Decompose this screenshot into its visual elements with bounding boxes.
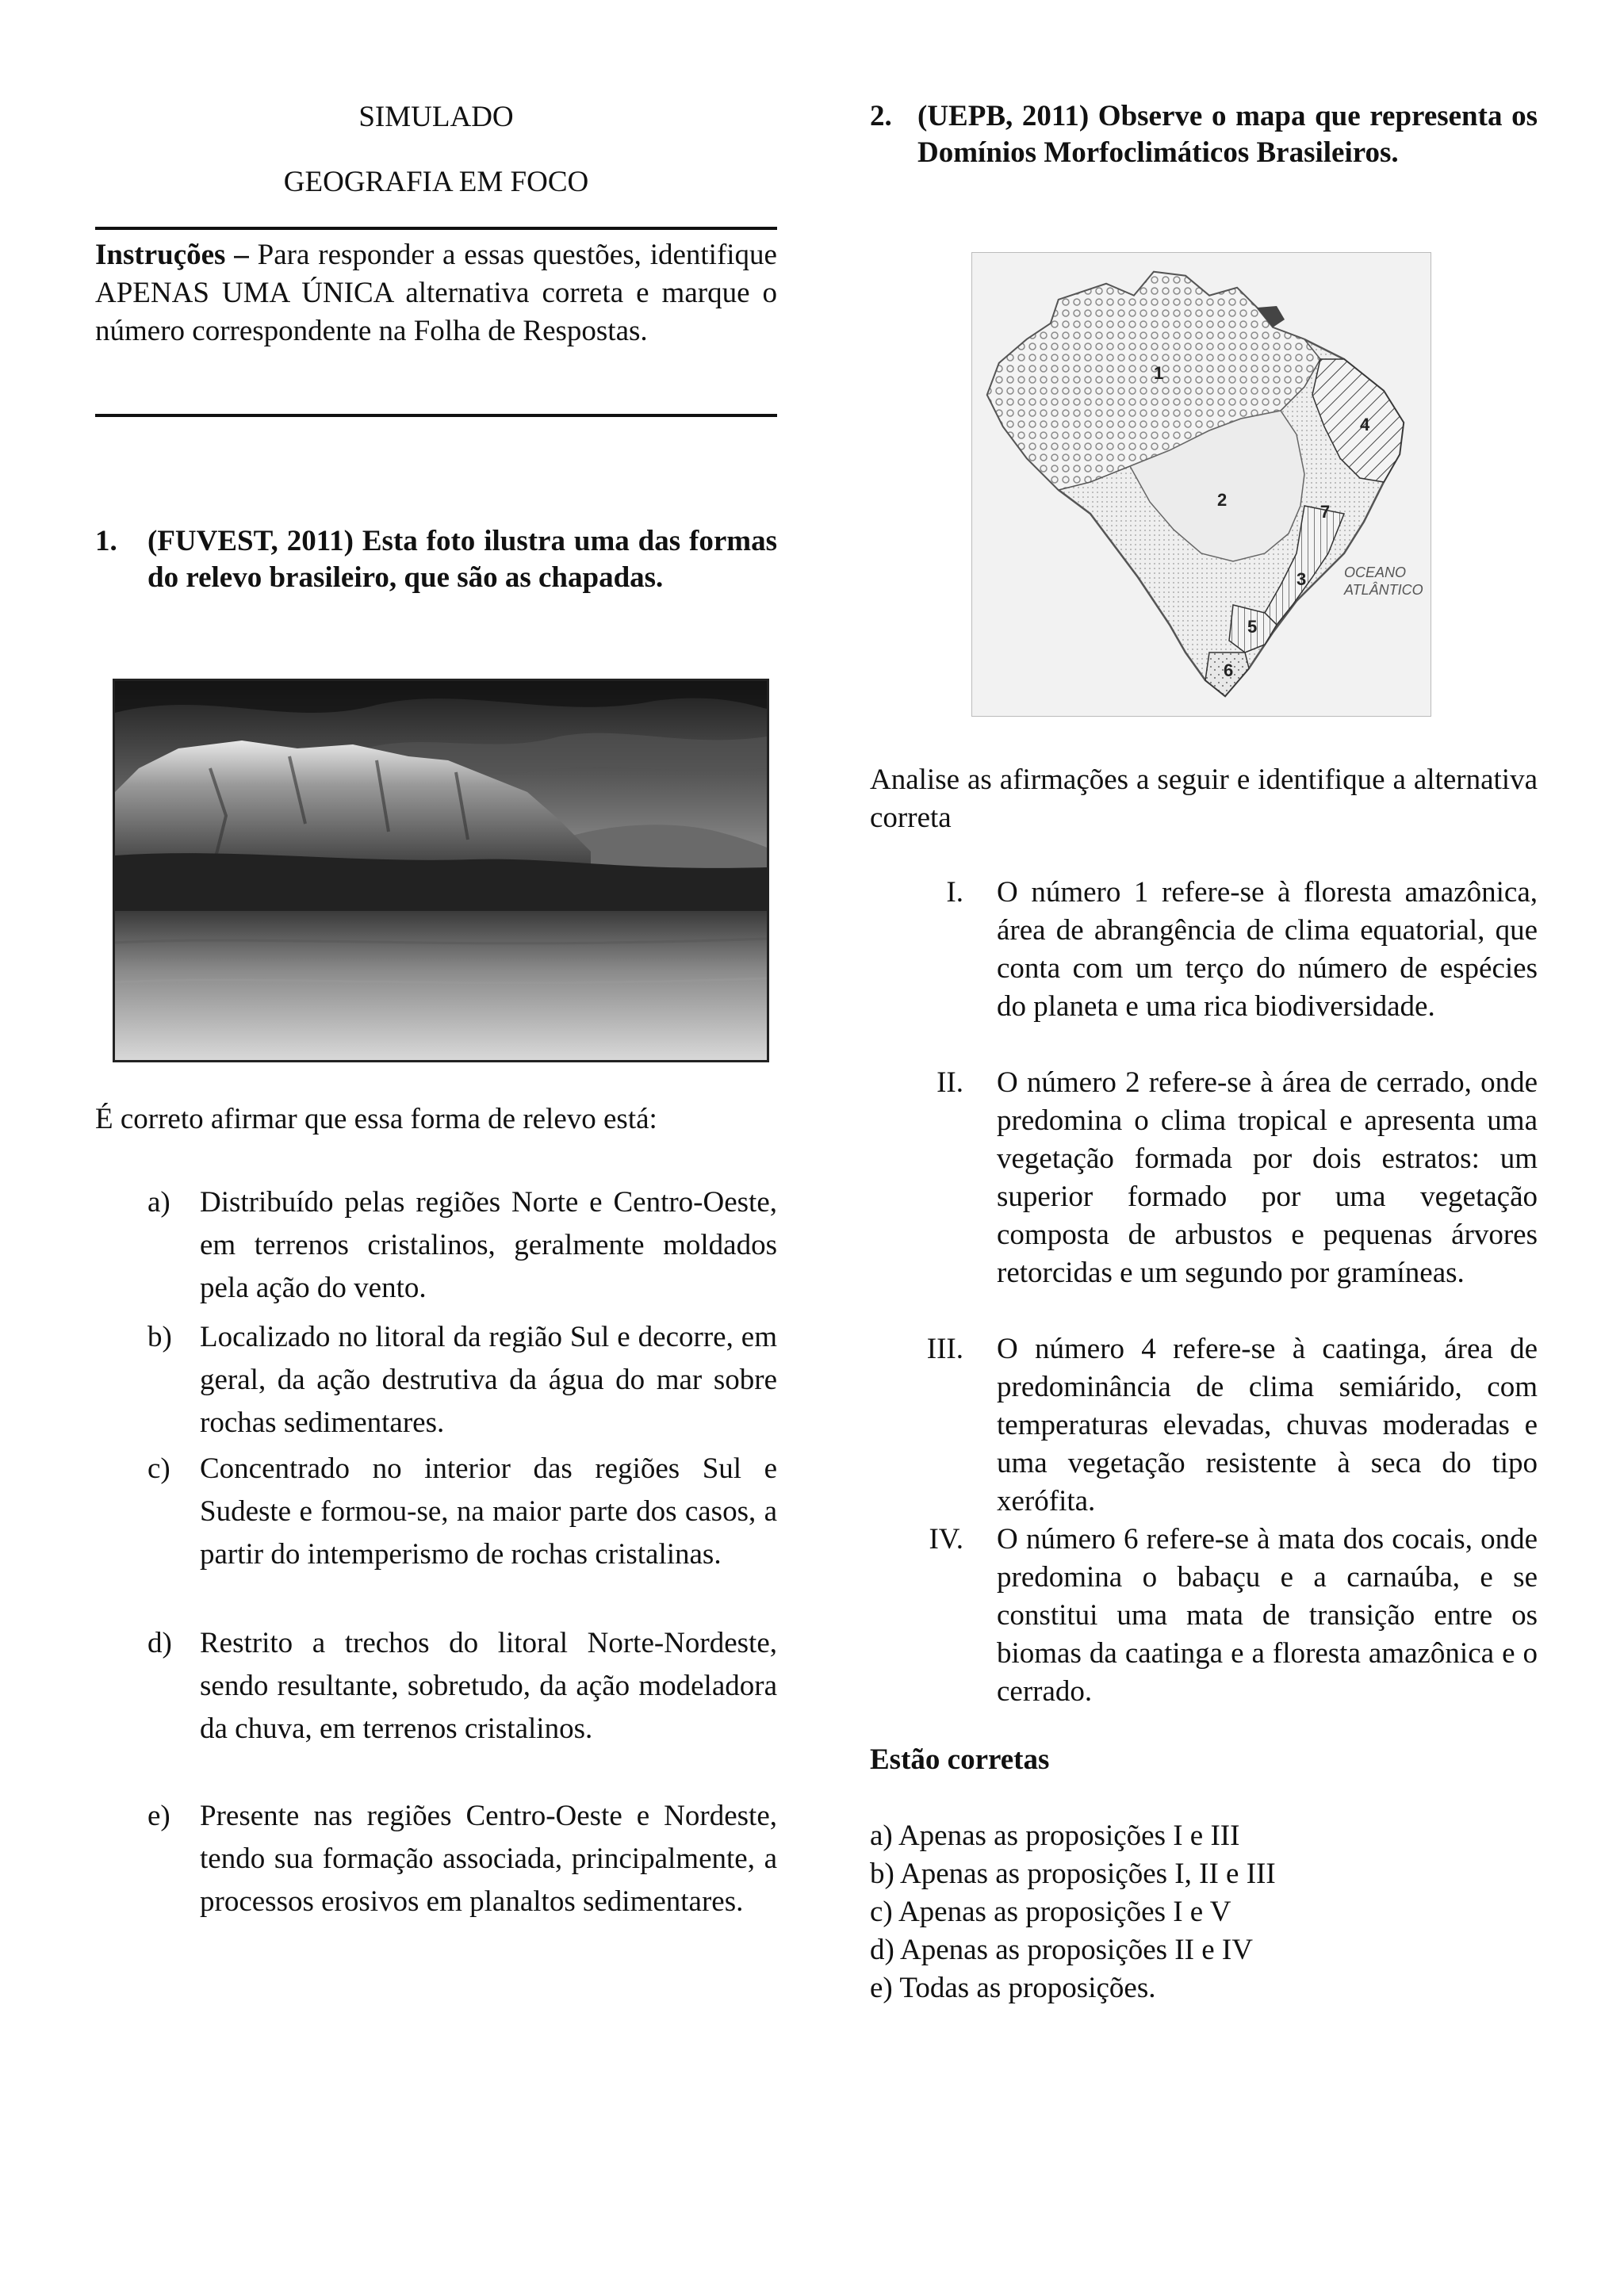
instructions-top-rule — [95, 227, 777, 230]
proposition-1 — [946, 874, 1538, 1026]
map-label-2: 2 — [1217, 490, 1228, 510]
map-label-7: 7 — [1320, 502, 1331, 522]
option-text: Distribuído pelas regiões Norte e Centro-Oeste, em terrenos cristalinos, geralmente moldados pela ação do vento. — [200, 1186, 777, 1304]
page-title: SIMULADO — [358, 101, 514, 133]
option-text: Restrito a trechos do litoral Norte-Nordeste, sendo resultante, sobretudo, da ação modeladora da chuva, em terrenos cristalinos. — [200, 1627, 777, 1745]
proposition-2 — [936, 1064, 1538, 1292]
option-letter: d) — [147, 1627, 172, 1659]
brazil-map — [971, 252, 1431, 717]
map-label-4: 4 — [1360, 415, 1370, 434]
proposition-text: O número 2 refere-se à área de cerrado, onde predomina o clima tropical e apresenta uma vegetação formada por dois estratos: um superior formado por uma vegetação composta de arbustos e pequenas árvores retorcidas e um segundo por gramíneas. — [997, 1066, 1538, 1289]
brazil-map-image — [971, 252, 1431, 717]
question-1-number: 1. — [95, 525, 117, 557]
question-1-prompt: (FUVEST, 2011) Esta foto ilustra uma das formas do relevo brasileiro, que são as chapadas. — [147, 525, 777, 594]
instructions-label: Instruções – — [95, 239, 249, 271]
answer-option-a[interactable]: a) Apenas as proposições I e III — [870, 1820, 1240, 1852]
instructions-bottom-rule — [95, 414, 777, 417]
option-letter: a) — [147, 1186, 170, 1219]
proposition-text: O número 6 refere-se à mata dos cocais, onde predomina o babaçu e a carnaúba, e se constitui uma mata de transição entre os biomas da caatinga e a floresta amazônica e o cerrado. — [997, 1523, 1538, 1708]
answer-option-b[interactable]: b) Apenas as proposições I, II e III — [870, 1858, 1276, 1890]
ocean-label-line-2: ATLÂNTICO — [1344, 582, 1423, 598]
question-2-stem: Analise as afirmações a seguir e identifique a alternativa correta — [870, 763, 1538, 834]
proposition-numeral: I. — [946, 876, 963, 909]
proposition-3 — [926, 1330, 1538, 1521]
proposition-text: O número 1 refere-se à floresta amazônica, área de abrangência de clima equatorial, que conta com um terço do número de espécies do planeta e uma rica biodiversidade. — [997, 876, 1538, 1023]
question-1-header — [95, 523, 777, 596]
proposition-numeral: III. — [926, 1333, 963, 1365]
answer-option-d[interactable]: d) Apenas as proposições II e IV — [870, 1934, 1253, 1966]
map-label-1: 1 — [1154, 363, 1164, 383]
chapada-photo — [113, 679, 769, 1062]
answer-option-c[interactable]: c) Apenas as proposições I e V — [870, 1896, 1231, 1928]
question-2-prompt: (UEPB, 2011) Observe o mapa que representa os Domínios Morfoclimáticos Brasileiros. — [917, 100, 1538, 169]
question-1-stem: É correto afirmar que essa forma de relevo está: — [95, 1103, 657, 1135]
question-2-header — [870, 98, 1538, 171]
question-1-option-c[interactable] — [147, 1448, 777, 1576]
proposition-text: O número 4 refere-se à caatinga, área de predominância de clima semiárido, com temperaturas elevadas, chuvas moderadas e uma vegetação resistente à seca do tipo xerófita. — [997, 1333, 1538, 1517]
ocean-label-line-1: OCEANO — [1344, 564, 1407, 580]
option-text: Presente nas regiões Centro-Oeste e Nordeste, tendo sua formação associada, principalmente, a processos erosivos em planaltos sedimentares. — [200, 1800, 777, 1918]
map-label-3: 3 — [1297, 569, 1307, 589]
question-2-number: 2. — [870, 100, 892, 132]
proposition-numeral: II. — [936, 1066, 963, 1099]
option-letter: e) — [147, 1800, 170, 1832]
answer-option-e[interactable]: e) Todas as proposições. — [870, 1972, 1156, 2004]
proposition-numeral: IV. — [929, 1523, 963, 1556]
correct-label: Estão corretas — [870, 1743, 1050, 1776]
question-1-option-b[interactable] — [147, 1316, 777, 1445]
page-subtitle: GEOGRAFIA EM FOCO — [283, 166, 589, 198]
map-label-6: 6 — [1224, 660, 1234, 680]
option-letter: b) — [147, 1321, 172, 1353]
question-1-option-a[interactable] — [147, 1181, 777, 1310]
instructions-text: Para responder a essas questões, identifique APENAS UMA ÚNICA alternativa correta e marque o número correspondente na Folha de Respostas. — [95, 239, 777, 347]
proposition-4 — [929, 1521, 1538, 1711]
option-text: Concentrado no interior das regiões Sul e Sudeste e formou-se, na maior parte dos casos, a partir do intemperismo de rochas cristalinas. — [200, 1452, 777, 1571]
option-text: Localizado no litoral da região Sul e decorre, em geral, da ação destrutiva da água do mar sobre rochas sedimentares. — [200, 1321, 777, 1439]
option-letter: c) — [147, 1452, 170, 1485]
chapada-photo-image — [115, 681, 767, 1060]
question-1-option-d[interactable] — [147, 1622, 777, 1751]
instructions-box — [95, 236, 777, 350]
question-1-option-e[interactable] — [147, 1795, 777, 1923]
map-label-5: 5 — [1247, 617, 1258, 637]
